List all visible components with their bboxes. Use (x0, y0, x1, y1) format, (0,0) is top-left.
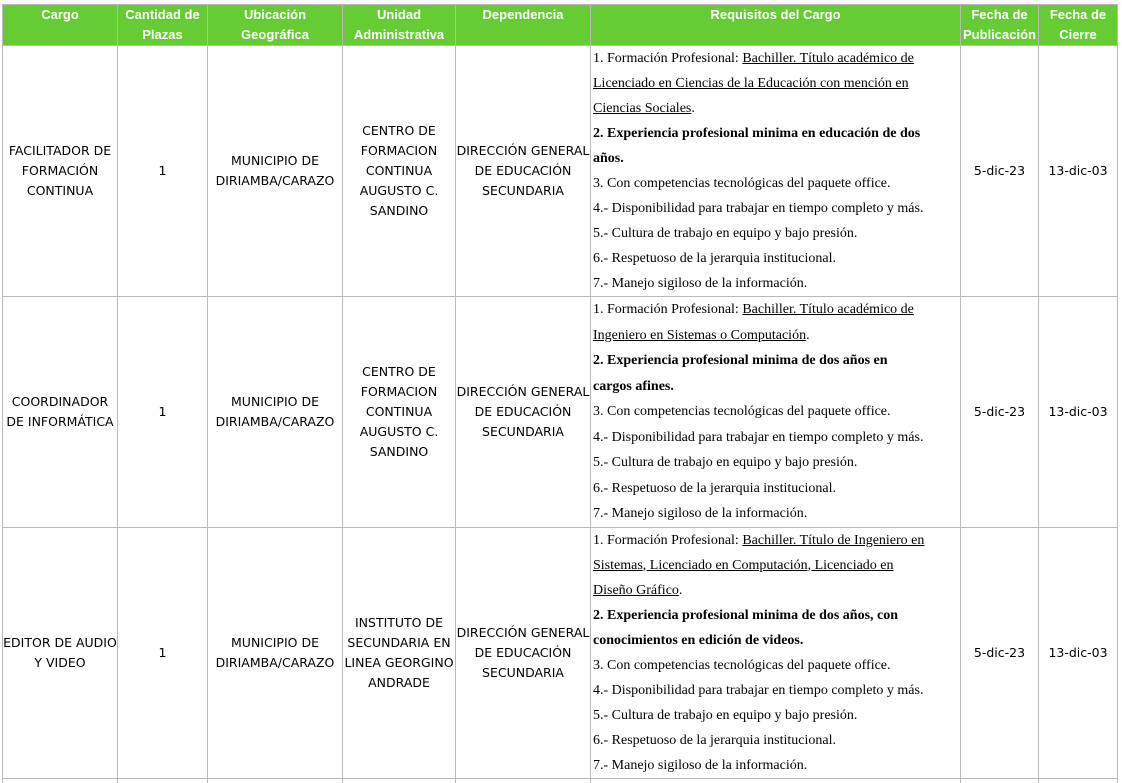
header-cargo: Cargo (3, 5, 118, 46)
unidad-cell: CENTRO DE FORMACION CONTINUA AUGUSTO C. SANDINO (343, 46, 456, 297)
plazas-cell: 1 (118, 527, 208, 778)
cierre-cell: 13-dic-03 (1039, 297, 1118, 528)
requisitos-cell: 1. Formación Profesional: Bachiller. Título de Ingeniero en Sistemas, Licenciado en Computación, Licenciado en Diseño Gráfico. 2. Experiencia profesional minima de dos años, con conocimientos en edición de videos. 3. Con competencias tecnológicas del paquete office. 4.- Disponibilidad para trabajar en tiempo completo y más. 5.- Cultura de trabajo en equipo y bajo presión. 6.- Respetuoso de la jerarquia institucional. 7.- Manejo sigiloso de la información. (591, 527, 961, 778)
requirement-5: 5.- Cultura de trabajo en equipo y bajo presión. (593, 226, 858, 241)
requirement-4: 4.- Disponibilidad para trabajar en tiempo completo y más. (593, 429, 924, 445)
requisitos-cell: 1. Formación Profesional: Bachiller. Título académico de Ingeniero en Sistemas o Computación. 2. Experiencia profesional minima de dos años en cargos afines. 3. Con competencias tecnológicas del paquete office. 4.- Disponibilidad para trabajar en tiempo completo y más. 5.- Cultura de trabajo en equipo y bajo presión. 6.- Respetuoso de la jerarquia institucional. 7.- Manejo sigiloso de la información. (591, 297, 961, 528)
header-ubicacion: Ubicación Geográfica (208, 5, 343, 46)
cargo-cell: EDITOR DE AUDIO Y VIDEO (3, 527, 118, 778)
header-plazas: Cantidad de Plazas (118, 5, 208, 46)
header-unidad: Unidad Administrativa (343, 5, 456, 46)
requisitos-cell: 1. Formación Profesional: Bachiller. Título académico de Licenciado en Ciencias de la Educación con mención en Ciencias Sociales. 2. Experiencia profesional minima en educación de dos años. 3. Con competencias tecnológicas del paquete office. 4.- Disponibilidad para trabajar en tiempo completo y más. 5.- Cultura de trabajo en equipo y bajo presión. 6.- Respetuoso de la jerarquia institucional. 7.- Manejo sigiloso de la información. (591, 46, 961, 297)
requirement-7: 7.- Manejo sigiloso de la información. (593, 506, 808, 521)
dependencia-cell: DIRECCIÓN GENERAL DE EDUCACIÓN SECUNDARIA (456, 527, 591, 778)
requirement-3: 3. Con competencias tecnológicas del paquete office. (593, 657, 891, 673)
requirement-6: 6.- Respetuoso de la jerarquia institucional. (593, 480, 836, 496)
requirement-6: 6.- Respetuoso de la jerarquia institucional. (593, 732, 836, 748)
cargo-cell: COORDINADOR DE INFORMÁTICA (3, 297, 118, 528)
header-publicacion: Fecha de Publicación (961, 5, 1039, 46)
header-dependencia: Dependencia (456, 5, 591, 46)
requirement-2: 2. Experiencia profesional minima de dos años, con (593, 607, 899, 623)
dependencia-cell: DIRECCIÓN GENERAL DE EDUCACIÓN SECUNDARIA (456, 297, 591, 528)
requirement-1: 1. Formación Profesional: Bachiller. Título académico de (593, 51, 914, 66)
ubicacion-cell: MUNICIPIO DE DIRIAMBA/CARAZO (208, 46, 343, 297)
requirement-5: 5.- Cultura de trabajo en equipo y bajo presión. (593, 707, 858, 723)
requirement-7: 7.- Manejo sigiloso de la información. (593, 276, 808, 291)
requirement-5: 5.- Cultura de trabajo en equipo y bajo presión. (593, 455, 858, 470)
table-row (3, 46, 1118, 297)
plazas-cell: 1 (118, 46, 208, 297)
unidad-cell: INSTITUTO DE SECUNDARIA EN LINEA GEORGINO ANDRADE (343, 527, 456, 778)
header-row (3, 5, 1118, 46)
requirement-2: 2. Experiencia profesional minima en educación de dos (593, 126, 921, 141)
empty-row (3, 778, 1118, 783)
cargo-cell: FACILITADOR DE FORMACIÓN CONTINUA (3, 46, 118, 297)
requirement-3: 3. Con competencias tecnológicas del paquete office. (593, 404, 891, 419)
table-row (3, 527, 1118, 778)
requirement-1: 1. Formación Profesional: Bachiller. Título de Ingeniero en (593, 532, 925, 548)
requirement-2: 2. Experiencia profesional minima de dos años en (593, 353, 888, 368)
requirement-4: 4.- Disponibilidad para trabajar en tiempo completo y más. (593, 201, 924, 216)
publicacion-cell: 5-dic-23 (961, 527, 1039, 778)
publicacion-cell: 5-dic-23 (961, 297, 1039, 528)
dependencia-cell: DIRECCIÓN GENERAL DE EDUCACIÓN SECUNDARIA (456, 46, 591, 297)
cierre-cell: 13-dic-03 (1039, 46, 1118, 297)
requirement-6: 6.- Respetuoso de la jerarquia institucional. (593, 251, 836, 266)
vacancies-table (2, 4, 1118, 783)
ubicacion-cell: MUNICIPIO DE DIRIAMBA/CARAZO (208, 527, 343, 778)
table-row (3, 297, 1118, 528)
publicacion-cell: 5-dic-23 (961, 46, 1039, 297)
requirement-3: 3. Con competencias tecnológicas del paquete office. (593, 176, 891, 191)
requirement-1: 1. Formación Profesional: Bachiller. Título académico de (593, 302, 914, 317)
ubicacion-cell: MUNICIPIO DE DIRIAMBA/CARAZO (208, 297, 343, 528)
requirement-7: 7.- Manejo sigiloso de la información. (593, 757, 808, 773)
header-cierre: Fecha de Cierre (1039, 5, 1118, 46)
cierre-cell: 13-dic-03 (1039, 527, 1118, 778)
plazas-cell: 1 (118, 297, 208, 528)
header-requisitos: Requisitos del Cargo (591, 5, 961, 46)
unidad-cell: CENTRO DE FORMACION CONTINUA AUGUSTO C. SANDINO (343, 297, 456, 528)
requirement-4: 4.- Disponibilidad para trabajar en tiempo completo y más. (593, 682, 924, 698)
